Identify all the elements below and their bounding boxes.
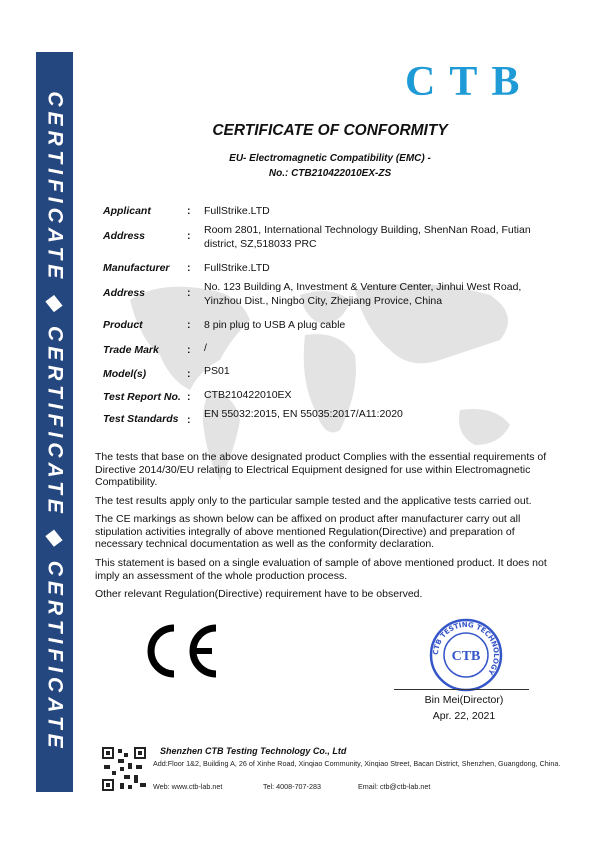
stamp-ring-text: CTB TESTING TECHNOLOGY	[431, 620, 501, 677]
field-colon: :	[187, 230, 191, 242]
field-value: No. 123 Building A, Investment & Venture Center, Jinhui West Road, Yinzhou Dist., Ningbo City, Zhejiang Provice, China	[204, 281, 522, 307]
qr-code-icon	[100, 745, 148, 793]
conformity-paragraph: The test results apply only to the particular sample tested and the applicative tests carried out.	[95, 495, 532, 507]
footer-email: Email: ctb@ctb-lab.net	[358, 782, 431, 791]
field-label: Test Report No.	[103, 391, 181, 403]
field-value: Room 2801, International Technology Building, ShenNan Road, Futian district, SZ,518033 PRC	[204, 224, 531, 250]
certificate-number: No.: CTB210422010EX-ZS	[268, 168, 392, 179]
signature-line	[394, 689, 529, 690]
field-value: 8 pin plug to USB A plug cable	[204, 319, 346, 331]
signer-name: Bin Mei(Director)	[424, 694, 504, 706]
footer-web: Web: www.ctb-lab.net	[153, 782, 223, 791]
conformity-paragraph: This statement is based on a single evaluation of sample of above mentioned product. It does not imply an assessment of the whole production process.	[95, 557, 547, 582]
field-label: Applicant	[103, 205, 151, 217]
field-colon: :	[187, 205, 191, 217]
conformity-paragraph: The tests that base on the above designated product Complies with the essential requirements of Directive 2014/30/EU relating to Electrical Equipment designed for use within Electromagnetic Compatibility.	[95, 451, 547, 488]
field-value: PS01	[204, 365, 230, 377]
field-colon: :	[187, 391, 191, 403]
field-label: Test Standards	[103, 413, 179, 425]
ctb-logo: CTB	[405, 59, 534, 105]
field-label: Manufacturer	[103, 262, 170, 274]
footer-company-name: Shenzhen CTB Testing Technology Co., Ltd	[160, 746, 347, 756]
field-value: FullStrike.LTD	[204, 205, 270, 217]
conformity-paragraph: Other relevant Regulation(Directive) requirement have to be observed.	[95, 588, 423, 600]
stamp-center-text: CTB	[451, 649, 481, 664]
field-label: Product	[103, 319, 143, 331]
field-colon: :	[187, 262, 191, 274]
certificate-subtitle: EU- Electromagnetic Compatibility (EMC) -	[229, 153, 431, 164]
field-colon: :	[187, 368, 191, 380]
field-colon: :	[187, 319, 191, 331]
ce-mark-icon	[140, 622, 220, 680]
field-colon: :	[187, 414, 191, 426]
conformity-paragraph: The CE markings as shown below can be affixed on product after manufacturer carry out all stipulation activities integrally of above mentioned Regulation(Directive) and preparation of necessary technical documentation as well as the conformity declaration.	[95, 513, 521, 550]
field-colon: :	[187, 287, 191, 299]
footer-tel: Tel: 4008-707-283	[263, 782, 321, 791]
field-label: Address	[103, 287, 146, 299]
certificate-side-band	[36, 52, 73, 792]
side-band-text: CERTIFICATE ◆ CERTIFICATE ◆ CERTIFICATE	[43, 91, 66, 753]
field-value: FullStrike.LTD	[204, 262, 270, 274]
field-value: EN 55032:2015, EN 55035:2017/A11:2020	[204, 408, 403, 420]
field-colon: :	[187, 344, 191, 356]
field-value: /	[204, 342, 207, 354]
field-label: Trade Mark	[103, 344, 159, 356]
certificate-title: CERTIFICATE OF CONFORMITY	[212, 122, 448, 139]
issue-date: Apr. 22, 2021	[432, 710, 496, 722]
footer-address: Add:Floor 1&2, Building A, 26 of Xinhe Road, Xinqiao Community, Xinqiao Street, Bacan District, Shenzhen, Guangdong, China.	[153, 759, 561, 768]
company-seal-stamp	[428, 617, 504, 693]
field-value: CTB210422010EX	[204, 389, 292, 401]
field-label: Model(s)	[103, 368, 147, 380]
field-label: Address	[103, 230, 146, 242]
